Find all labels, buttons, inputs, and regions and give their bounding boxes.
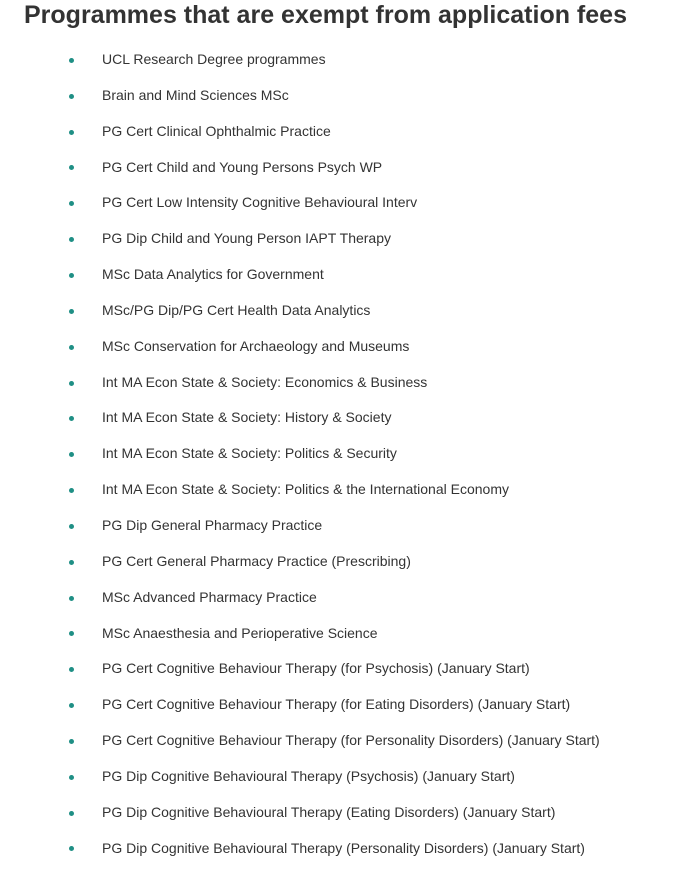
bullet-icon xyxy=(69,524,74,529)
list-item xyxy=(0,365,675,401)
bullet-icon xyxy=(69,416,74,421)
list-item xyxy=(0,723,675,759)
bullet-icon xyxy=(69,667,74,672)
list-item-label: Int MA Econ State & Society: History & Society xyxy=(102,409,392,426)
bullet-icon xyxy=(69,452,74,457)
bullet-icon xyxy=(69,345,74,350)
list-item xyxy=(0,472,675,508)
list-item-label: PG Cert Child and Young Persons Psych WP xyxy=(102,158,383,175)
bullet-icon xyxy=(69,703,74,708)
bullet-icon xyxy=(69,775,74,780)
list-item-label: MSc/PG Dip/PG Cert Health Data Analytics xyxy=(102,301,371,318)
list-item-label: MSc Advanced Pharmacy Practice xyxy=(102,588,317,605)
list-item-label: Int MA Econ State & Society: Economics & Business xyxy=(102,373,428,390)
list-item-label: PG Cert Low Intensity Cognitive Behavioural Interv xyxy=(102,194,418,211)
list-item-label: PG Cert Cognitive Behaviour Therapy (for Eating Disorders) (January Start) xyxy=(102,696,571,713)
list-item-label: MSc Anaesthesia and Perioperative Science xyxy=(102,624,378,641)
bullet-icon xyxy=(69,237,74,242)
list-item-label: PG Cert General Pharmacy Practice (Prescribing) xyxy=(102,552,411,569)
list-item xyxy=(0,795,675,831)
list-item-label: PG Cert Clinical Ophthalmic Practice xyxy=(102,122,331,139)
list-item-label: PG Cert Cognitive Behaviour Therapy (for Psychosis) (January Start) xyxy=(102,660,530,677)
list-item xyxy=(0,293,675,329)
list-item-label: Int MA Econ State & Society: Politics & the International Economy xyxy=(102,481,509,498)
bullet-icon xyxy=(69,846,74,851)
list-item-label: PG Dip Cognitive Behavioural Therapy (Eating Disorders) (January Start) xyxy=(102,803,556,820)
bullet-icon xyxy=(69,201,74,206)
list-item-label: PG Dip Child and Young Person IAPT Therapy xyxy=(102,230,391,247)
bullet-icon xyxy=(69,560,74,565)
list-item xyxy=(0,329,675,365)
programme-list xyxy=(0,42,675,866)
bullet-icon xyxy=(69,273,74,278)
bullet-icon xyxy=(69,94,74,99)
list-item xyxy=(0,651,675,687)
list-item-label: PG Dip Cognitive Behavioural Therapy (Personality Disorders) (January Start) xyxy=(102,839,585,856)
bullet-icon xyxy=(69,488,74,493)
list-item xyxy=(0,400,675,436)
list-item xyxy=(0,185,675,221)
bullet-icon xyxy=(69,739,74,744)
list-item xyxy=(0,759,675,795)
list-item-label: PG Dip General Pharmacy Practice xyxy=(102,516,323,533)
list-item xyxy=(0,114,675,150)
list-item xyxy=(0,616,675,652)
bullet-icon xyxy=(69,130,74,135)
page-title: Programmes that are exempt from application fees xyxy=(24,1,627,29)
list-item xyxy=(0,42,675,78)
list-item xyxy=(0,436,675,472)
list-item xyxy=(0,544,675,580)
list-item-label: MSc Conservation for Archaeology and Museums xyxy=(102,337,410,354)
bullet-icon xyxy=(69,58,74,63)
list-item-label: PG Cert Cognitive Behaviour Therapy (for Personality Disorders) (January Start) xyxy=(102,732,600,749)
list-item xyxy=(0,508,675,544)
list-item-label: MSc Data Analytics for Government xyxy=(102,266,324,283)
bullet-icon xyxy=(69,381,74,386)
list-item xyxy=(0,257,675,293)
bullet-icon xyxy=(69,165,74,170)
list-item-label: PG Dip Cognitive Behavioural Therapy (Psychosis) (January Start) xyxy=(102,767,515,784)
list-item xyxy=(0,221,675,257)
bullet-icon xyxy=(69,811,74,816)
list-item xyxy=(0,78,675,114)
list-item-label: Int MA Econ State & Society: Politics & Security xyxy=(102,445,397,462)
bullet-icon xyxy=(69,631,74,636)
list-item-label: Brain and Mind Sciences MSc xyxy=(102,86,289,103)
list-item-label: UCL Research Degree programmes xyxy=(102,51,326,67)
list-item xyxy=(0,580,675,616)
list-item xyxy=(0,831,675,867)
bullet-icon xyxy=(69,596,74,601)
list-item xyxy=(0,687,675,723)
list-item xyxy=(0,150,675,186)
bullet-icon xyxy=(69,309,74,314)
